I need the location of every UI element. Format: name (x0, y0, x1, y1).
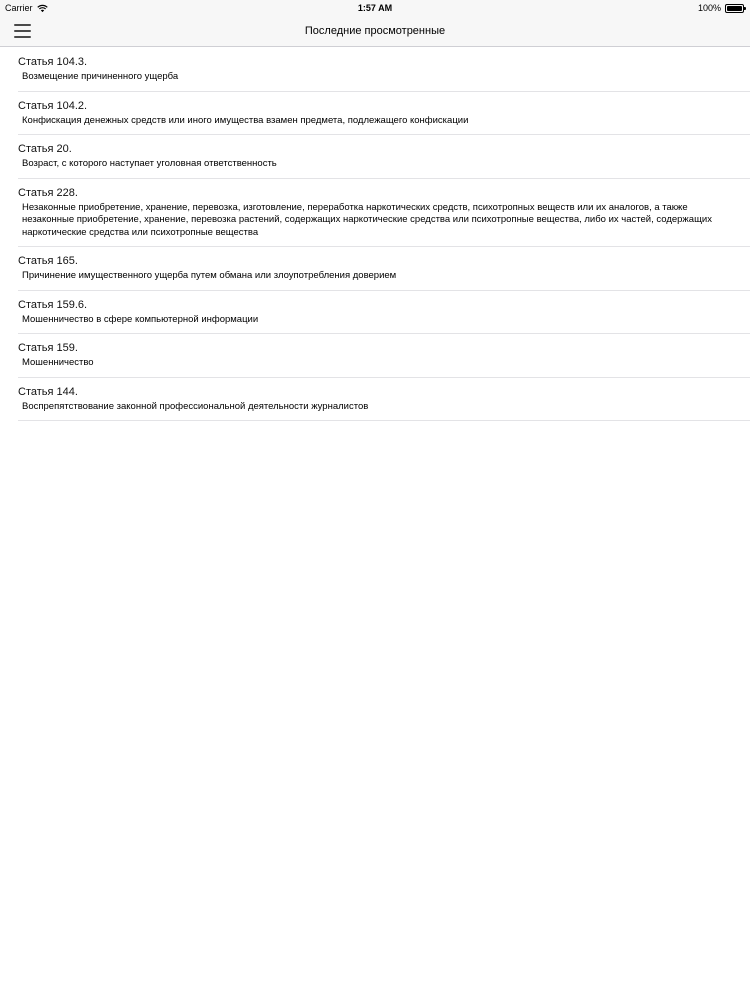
carrier-label: Carrier (5, 3, 33, 13)
article-title: Мошенничество (22, 357, 94, 368)
article-title: Конфискация денежных средств или иного имущества взамен предмета, подлежащего конфискации (22, 114, 469, 126)
list-item-5[interactable] (18, 247, 750, 291)
article-number: Статья 20. (18, 143, 72, 155)
article-title: Причинение имущественного ущерба путем обмана или злоупотребления доверием (22, 270, 397, 281)
article-title: Возмещение причиненного ущерба (22, 71, 179, 82)
list-item-8[interactable] (18, 378, 750, 422)
recent-articles-list (0, 48, 750, 421)
article-number: Статья 144. (18, 385, 78, 398)
battery-icon (725, 4, 744, 13)
article-number: Статья 104.3. (18, 56, 88, 68)
list-item-6[interactable] (18, 291, 750, 335)
article-number: Статья 159. (18, 342, 78, 354)
battery-percent: 100% (697, 3, 721, 13)
list-item-4[interactable] (18, 179, 750, 248)
article-number: Статья 228. (18, 186, 78, 199)
list-item-7[interactable] (18, 334, 750, 378)
list-item-2[interactable] (18, 92, 750, 136)
article-number: Статья 165. (18, 255, 78, 267)
navigation-bar (0, 16, 750, 47)
status-right (698, 0, 744, 16)
list-item-3[interactable] (18, 135, 750, 179)
status-time: 1:57 AM (357, 3, 393, 13)
article-title: Незаконные приобретение, хранение, перевозка, изготовление, переработка наркотических средств, психотропных веществ или их аналогов, а также незаконные приобретение, хранение, перевозка растений, содержащих наркотические средства или психотропные вещества, либо их частей, содержащих наркотические средства или психотропные вещества (22, 201, 712, 238)
page-title: Последние просмотренные (304, 25, 446, 37)
list-item-1[interactable] (18, 48, 750, 92)
status-bar (0, 0, 750, 16)
article-title: Воспрепятствование законной профессиональной деятельности журналистов (22, 400, 369, 412)
article-title: Мошенничество в сфере компьютерной информации (22, 313, 259, 325)
article-title: Возраст, с которого наступает уголовная ответственность (22, 158, 277, 169)
article-number: Статья 159.6. (18, 298, 88, 311)
article-number: Статья 104.2. (18, 99, 88, 112)
